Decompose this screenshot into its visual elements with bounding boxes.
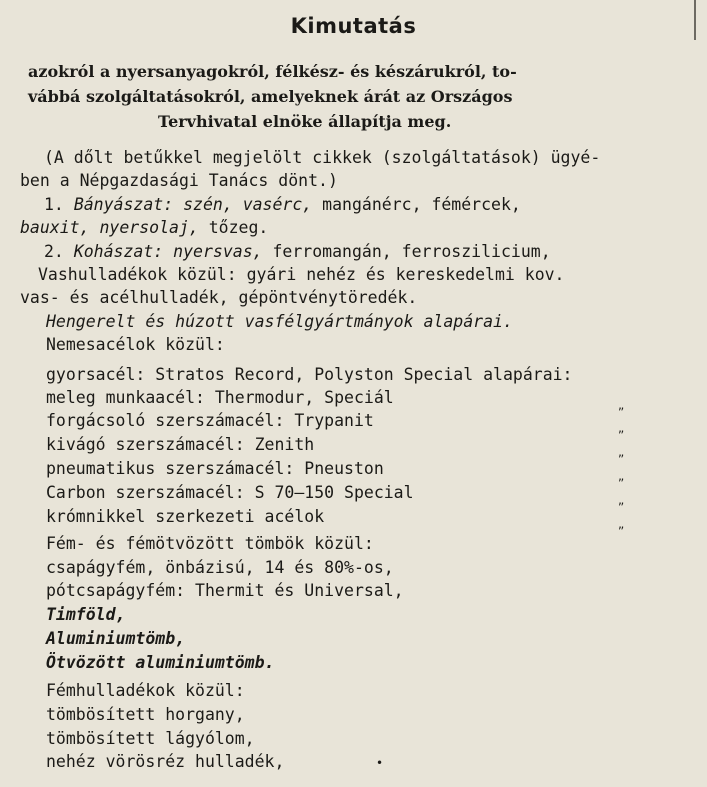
bearing-metal-line: csapágyfém, önbázisú, 14 és 80%-os, — [46, 558, 394, 577]
item-1-line-1 — [44, 194, 707, 216]
subtitle-line-1: azokról a nyersanyagokról, félkész- és készárukról, to- — [28, 62, 517, 81]
metal-ingots-heading: Fém- és fémötvözött tömbök közül: — [46, 534, 374, 553]
item-1-heading: Bányászat: szén, vasérc, — [73, 195, 313, 214]
item-1-italic-cont: bauxit, nyersolaj, — [20, 218, 199, 237]
document-title: Kimutatás — [290, 14, 417, 38]
hot-work-steel-line: meleg munkaacél: Thermodur, Speciál — [46, 388, 394, 407]
item-2-heading: Kohászat: nyersvas, — [73, 242, 263, 261]
pneumatic-tool-steel-line: pneumatikus szerszámacél: Pneuston — [46, 459, 384, 478]
alumina-line: Timföld, — [46, 605, 126, 624]
blanking-tool-steel-line: kivágó szerszámacél: Zenith — [46, 435, 315, 454]
aluminium-ingot-line: Aluminiumtömb, — [46, 629, 186, 648]
ditto-mark: „ — [618, 445, 625, 459]
cutting-tool-steel-line: forgácsoló szerszámacél: Trypanit — [46, 411, 374, 430]
zinc-line: tömbösített horgany, — [46, 705, 245, 724]
substitute-bearing-metal-line: pótcsapágyfém: Thermit és Universal, — [46, 581, 404, 600]
scrap-iron-line-1: Vashulladékok közül: gyári nehéz és kereskedelmi kov. — [38, 265, 565, 284]
item-1-rest: mangánérc, fémércek, — [312, 195, 521, 214]
item-1-rest-cont: tőzeg. — [198, 218, 269, 237]
chrome-nickel-steel-line: krómnikkel szerkezeti acélok — [46, 507, 325, 526]
scrap-iron-line-2: vas- és acélhulladék, gépöntvénytöredék. — [20, 288, 418, 307]
subtitle-line-2: vábbá szolgáltatásokról, amelyeknek árát az Országos — [28, 87, 513, 106]
high-speed-steel-line: gyorsacél: Stratos Record, Polyston Special alapárai: — [46, 365, 573, 384]
item-2-number: 2. — [44, 242, 64, 261]
ditto-mark: „ — [618, 421, 625, 435]
item-2-line-1 — [44, 241, 707, 263]
note-line-2: ben a Népgazdasági Tanács dönt.) — [20, 171, 338, 190]
metal-scrap-heading: Fémhulladékok közül: — [46, 681, 245, 700]
subtitle-line-3: Tervhivatal elnöke állapítja meg. — [158, 112, 452, 131]
copper-scrap-line: nehéz vörösréz hulladék, — [46, 752, 285, 771]
item-1-line-2 — [20, 217, 700, 239]
alloyed-aluminium-ingot-line: Ötvözött aluminiumtömb. — [46, 653, 275, 672]
ditto-mark: „ — [618, 469, 625, 483]
item-1-number: 1. — [44, 195, 64, 214]
soft-lead-line: tömbösített lágyólom, — [46, 729, 255, 748]
noble-steels-heading: Nemesacélok közül: — [46, 335, 225, 354]
ditto-mark: „ — [618, 398, 625, 412]
ditto-mark: „ — [618, 493, 625, 507]
item-2-rest: ferromangán, ferroszilicium, — [262, 242, 551, 261]
rolled-products-line: Hengerelt és húzott vasfélgyártmányok alapárai. — [46, 312, 513, 331]
ink-speck: • — [376, 756, 384, 770]
note-line-1: (A dőlt betűkkel megjelölt cikkek (szolgáltatások) ügyé- — [44, 148, 601, 167]
carbon-tool-steel-line: Carbon szerszámacél: S 70—150 Special — [46, 483, 414, 502]
ditto-mark: „ — [618, 517, 625, 531]
